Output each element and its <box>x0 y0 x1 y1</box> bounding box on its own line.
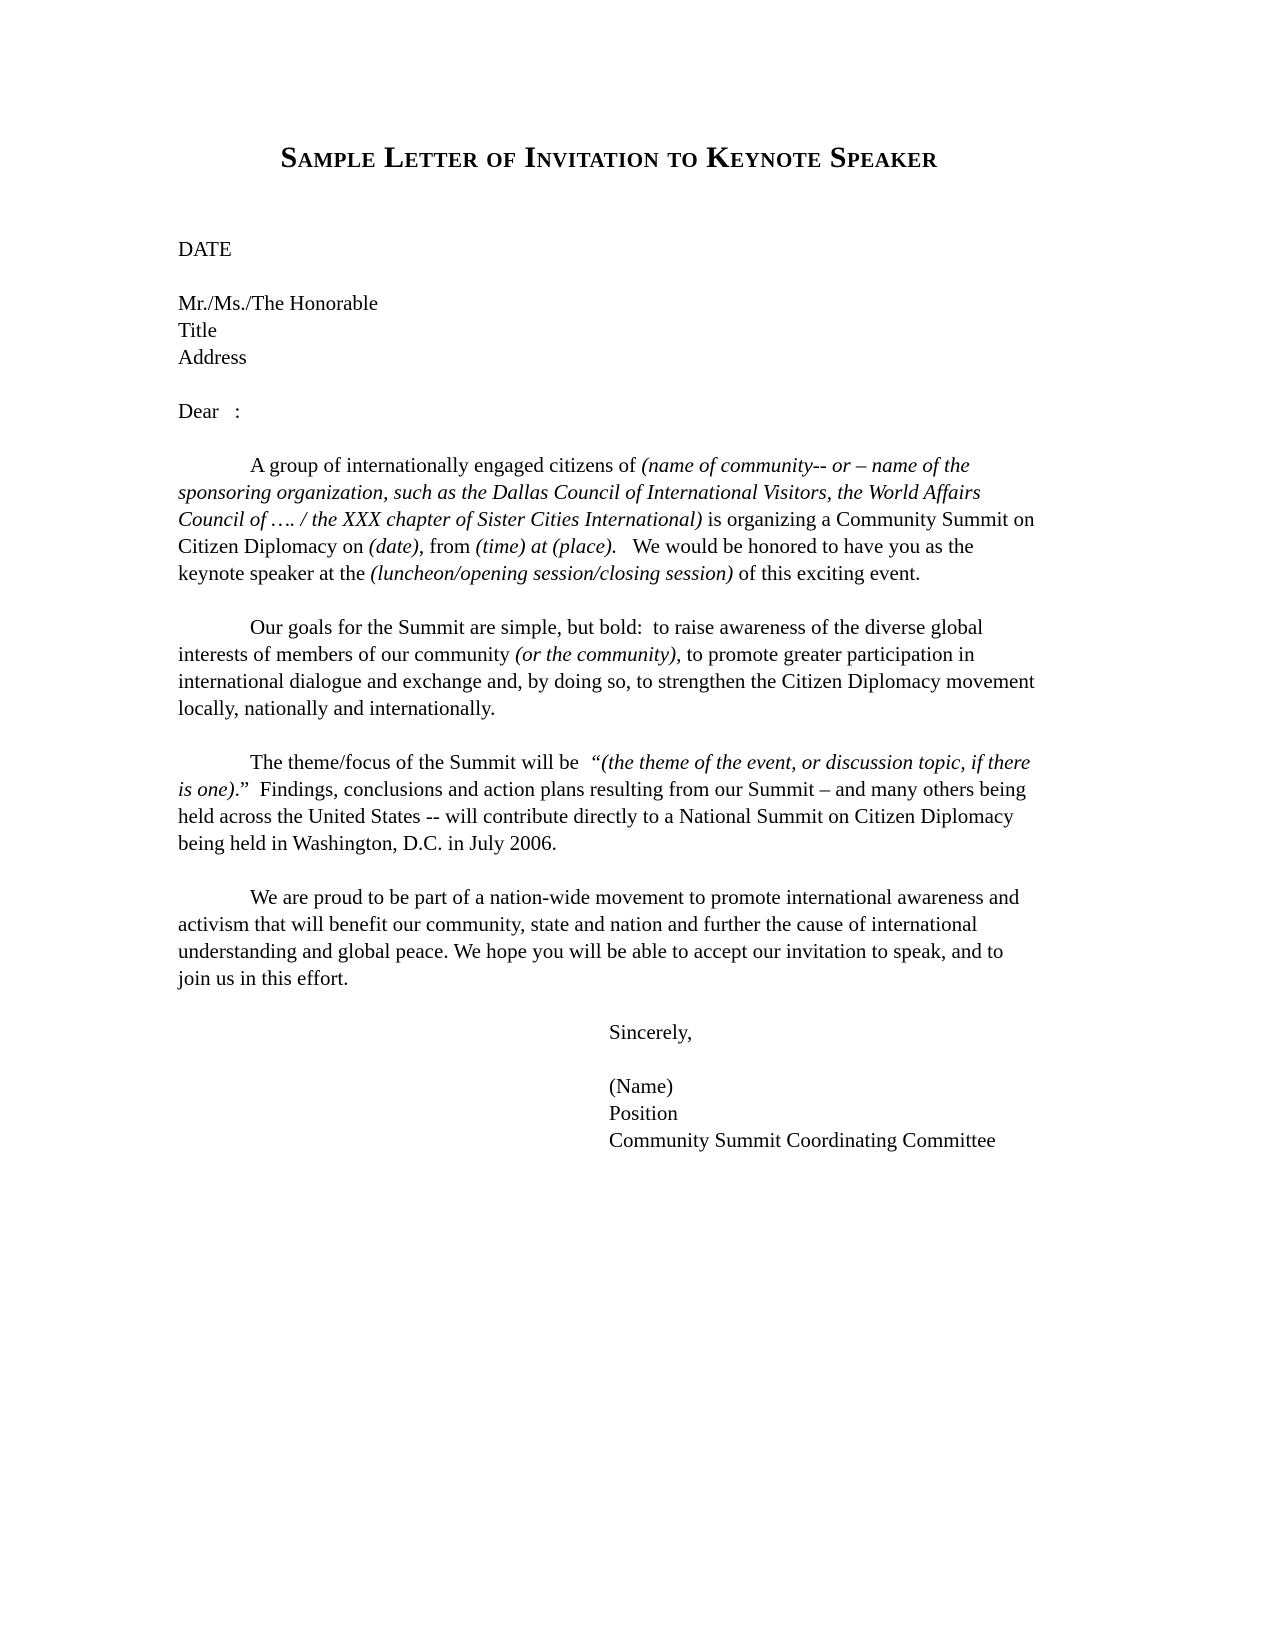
valediction: Sincerely, <box>609 1020 693 1044</box>
recipient-title-line: Title <box>178 318 217 342</box>
paragraph-text: from <box>424 534 476 558</box>
placeholder-text: (name of community-- or – name of the sponsoring organization, such as the Dallas Council of International Visitors, the World Affairs Council of …. / the XXX chapter of Sister Cities International) <box>178 453 986 531</box>
paragraph-text: of this exciting event. <box>733 561 921 585</box>
salutation: Dear : <box>178 399 241 423</box>
signature-name: (Name) <box>609 1074 674 1098</box>
paragraph-text: Our goals for the Summit are simple, but bold: to raise awareness of the diverse global interests of members of our community <box>178 615 989 666</box>
signature-organization: Community Summit Coordinating Committee <box>609 1128 996 1152</box>
paragraph-nationwide-movement <box>178 884 1040 992</box>
closing-block <box>609 1019 1040 1154</box>
paragraph-text: to promote greater participation in international dialogue and exchange and, by doing so, to strengthen the Citizen Diplomacy movement locally, nationally and internationally. <box>178 642 1040 720</box>
placeholder-text: “(the theme of the event, or discussion topic, if there is one) <box>178 750 1036 801</box>
paragraph-summit-announcement <box>178 452 1040 587</box>
letter-title: Sample Letter of Invitation to Keynote Speaker <box>280 141 938 174</box>
paragraph-text: We are proud to be part of a nation-wide movement to promote international awareness and activism that will benefit our community, state and nation and further the cause of international understanding and global peace. We hope you will be able to accept our invitation to speak, and to join us in this effort. <box>178 885 1025 990</box>
placeholder-text: (or the community), <box>515 642 682 666</box>
paragraph-goals <box>178 614 1040 722</box>
signature-position: Position <box>609 1101 678 1125</box>
placeholder-text: (luncheon/opening session/closing session) <box>370 561 734 585</box>
paragraph-text: A group of internationally engaged citizens of <box>250 453 642 477</box>
recipient-block <box>178 290 1040 371</box>
date-line: DATE <box>178 237 232 261</box>
recipient-address-line: Address <box>178 345 247 369</box>
placeholder-text: (time) at (place). <box>475 534 618 558</box>
paragraph-text: .” Findings, conclusions and action plans resulting from our Summit – and many others being held across the United States -- will contribute directly to a National Summit on Citizen Diplomacy being held in Washington, D.C. in July 2006. <box>178 777 1032 855</box>
placeholder-text: (date), <box>368 534 425 558</box>
paragraph-text: We would be honored to have you as the keynote speaker at the <box>178 534 979 585</box>
paragraph-theme <box>178 749 1040 857</box>
paragraph-text: The theme/focus of the Summit will be <box>250 750 590 774</box>
recipient-name-line: Mr./Ms./The Honorable <box>178 291 379 315</box>
paragraph-text: is organizing a Community Summit on Citizen Diplomacy on <box>178 507 1040 558</box>
